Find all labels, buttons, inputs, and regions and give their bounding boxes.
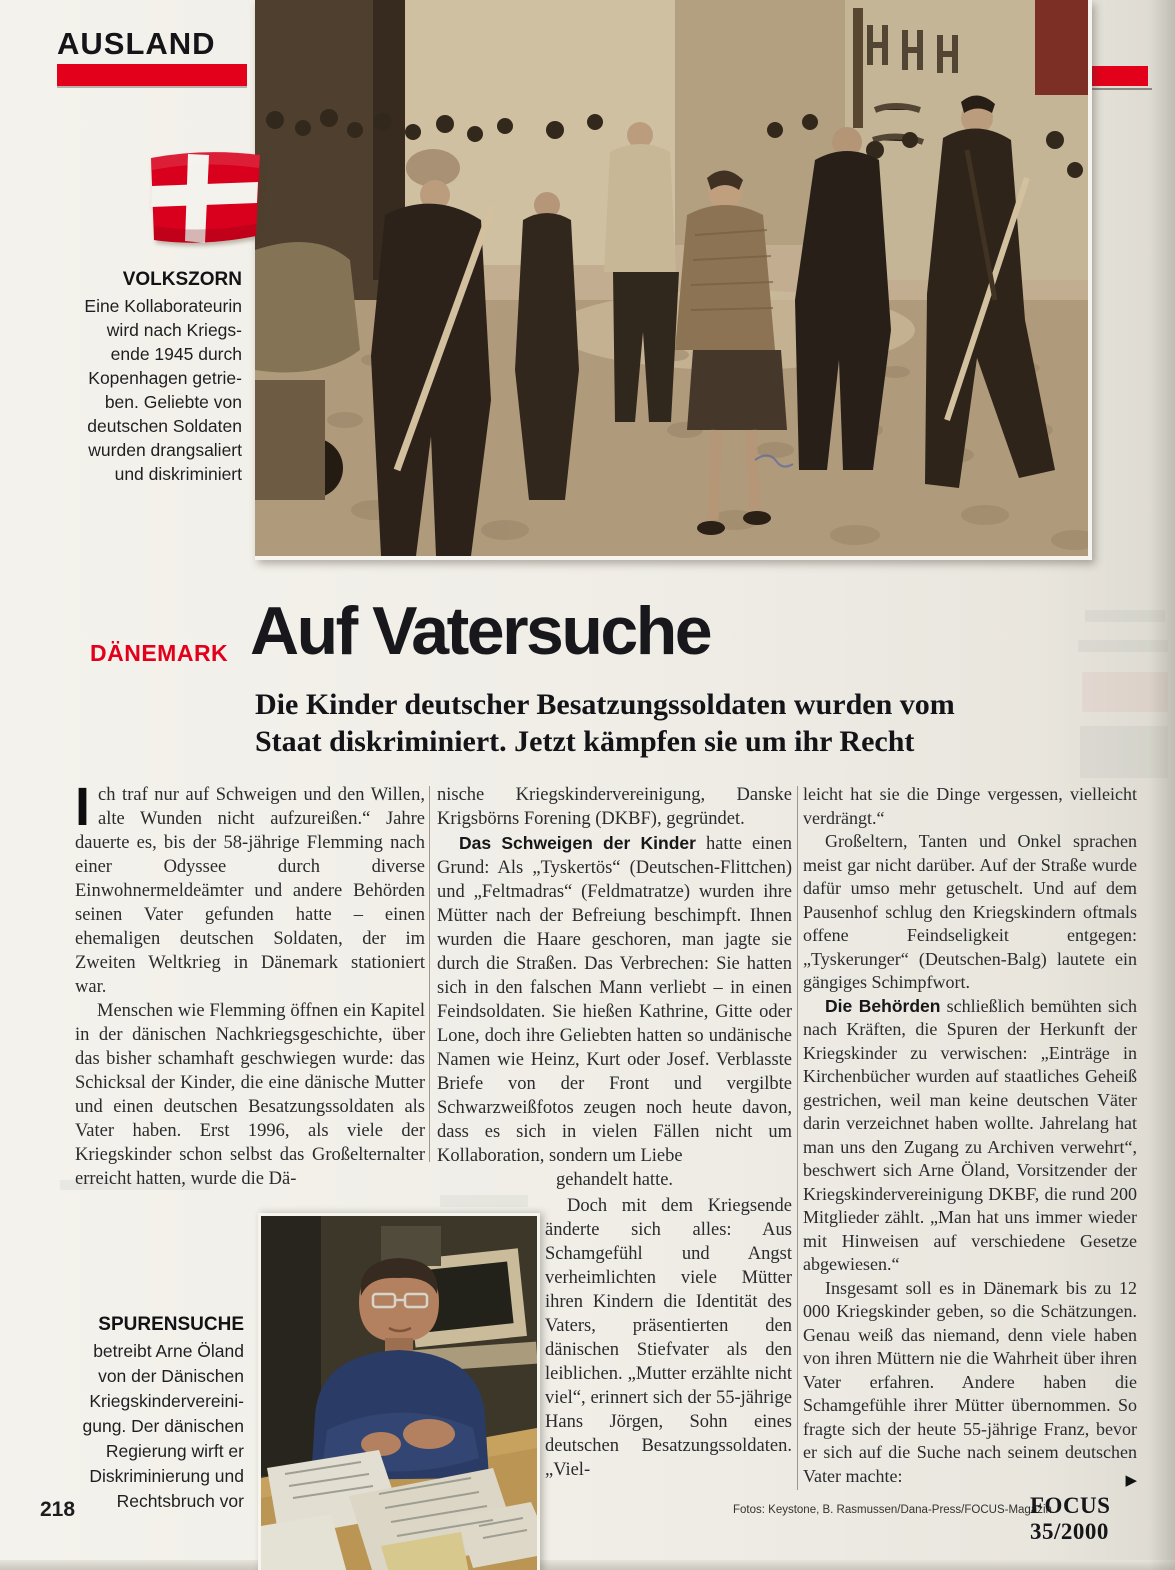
paragraph-text: hatte einen Grund: Als „Tyskertös“ (Deutschen-Flittchen) und „Feltmadras“ (Feldmatratze) wurden ihre Mütter nach der Befreiung beschimpft. Ihnen wurden die Haare geschoren, man jagte sie durch die Straßen. Das Verbrechen: Sie hatten sich in den falschen Mann verliebt – in einen Feindsoldaten. Sie hießen Kathrine, Gitte oder Lone, doch ihre Geliebten hatten so undänische Namen wie Heinz, Kurt oder Josef. Verblasste Briefe von der Front und vergilbte Schwarzweißfotos zeugen noch heute davon, dass es sich in vielen Fällen nicht um Kollaboration, sondern um Liebe <box>437 834 793 1166</box>
section-header: AUSLAND <box>57 26 216 61</box>
column-rule <box>797 786 798 1490</box>
paragraph: nische Kriegskindervereinigung, Danske Krigsbörns Forening (DKBF), gegründet. <box>437 785 792 829</box>
inline-lead: Die Behörden <box>825 995 941 1016</box>
hero-photo-caption <box>62 268 242 486</box>
paragraph: Doch mit dem Kriegsende änderte sich alles: Aus Schamgefühl und Angst verheimlichten viele Mütter ihren Kindern die Identität des Vaters, präsentierten den dänischen Stiefvater als den leiblichen. „Mutter erzählte nicht viel“, erinnert sich der 55-jährige Hans Jörgen, Sohn eines deutschen Besatzungssoldaten. „Viel- <box>545 1196 792 1480</box>
caption-line: Kriegskindervereini- <box>89 1391 244 1411</box>
caption-title: VOLKSZORN <box>122 269 242 290</box>
caption-line: Kopenhagen getrie- <box>88 368 242 388</box>
caption-line: deutschen Soldaten <box>87 416 242 436</box>
caption-title: SPURENSUCHE <box>98 1314 244 1335</box>
paragraph <box>803 995 1137 1277</box>
paragraph <box>437 831 792 1168</box>
caption-line: Diskriminierung und <box>89 1466 244 1486</box>
danish-flag-icon <box>144 146 266 250</box>
paragraph: leicht hat sie die Dinge vergessen, vielleicht verdrängt.“ <box>803 784 1137 828</box>
article-column-1 <box>75 777 425 1191</box>
hero-photo-illustration <box>255 0 1088 556</box>
portrait-photo-illustration <box>261 1216 537 1570</box>
article-column-3 <box>803 783 1137 1493</box>
caption-line: ben. Geliebte von <box>104 392 242 412</box>
paragraph: Großeltern, Tanten und Onkel sprachen meist gar nicht darüber. Auf der Straße wurde dafür umso mehr getuschelt. Und auf dem Pausenhof schlug den Kriegskindern oftmals offene Feindseligkeit entgegen: „Tyskerunger“ (Deutschen-Balg) lautete ein gängiges Schimpfwort. <box>803 831 1137 992</box>
hero-photo <box>255 0 1092 560</box>
photo-credits: Fotos: Keystone, B. Rasmussen/Dana-Press/FOCUS-Magazin <box>733 1504 1052 1516</box>
caption-line: ende 1945 durch <box>110 344 242 364</box>
paragraph: gehandelt hatte. <box>555 1170 674 1190</box>
paragraph <box>75 777 425 999</box>
section-red-bar <box>57 64 247 88</box>
subtitle-line: Die Kinder deutscher Besatzungssoldaten wurden vom <box>255 688 955 721</box>
page-bottom-edge <box>0 1560 1175 1570</box>
caption-line: Eine Kollaborateurin <box>84 296 242 316</box>
subtitle <box>255 686 1065 760</box>
paragraph <box>803 1277 1137 1489</box>
column-rule <box>429 786 430 1162</box>
paragraph: Menschen wie Flemming öffnen ein Kapitel in der dänischen Nachkriegsgeschichte, über das bisher schamhaft geschwiegen wurde: das Schicksal der Kinder, die eine dänische Mutter und einen deutschen Besatzungssoldaten als Vater haben. Erst 1996, als viele der Kriegskinder schon selbst das Großelternalter erreicht hatten, wurde die Dä- <box>75 1001 425 1189</box>
drop-cap: I <box>75 777 91 837</box>
caption-line: Regierung wirft er <box>105 1441 244 1461</box>
caption-line: wird nach Kriegs- <box>106 320 242 340</box>
portrait-photo-caption <box>60 1312 244 1514</box>
portrait-photo <box>258 1213 540 1570</box>
page-right-edge <box>1149 0 1175 1570</box>
inline-lead: Das Schweigen der Kinder <box>459 833 696 853</box>
page-title: Auf Vatersuche <box>250 593 711 669</box>
paragraph-text: ch traf nur auf Schweigen und den Willen, alte Wunden nicht aufzureißen.“ Jahre dauerte es, bis der 58-jährige Flemming nach einer Odyssee durch diverse Einwohnermeldeämter und andere Behörden seinen Vater gefunden hatte – einen ehemaligen deutschen Soldaten, der im Zweiten Weltkrieg in Dänemark stationiert war. <box>75 785 425 997</box>
narrow-column-block <box>545 1194 792 1482</box>
kicker: DÄNEMARK <box>90 640 229 666</box>
paragraph-text: Insgesamt soll es in Dänemark bis zu 12 000 Kriegskinder geben, so die Schätzungen. Genau weiß das niemand, denn viele haben von ihren Müttern nie die Wahrheit über ihren Vater erfahren. Andere haben die Schamgefühle ihrer Mütter übernommen. So fragte sich der heute 55-jährige Franz, bevor er sich auf die Suche nach seinem deutschen Vater machte: <box>803 1277 1137 1486</box>
subtitle-line: Staat diskriminiert. Jetzt kämpfen sie um ihr Recht <box>255 725 915 758</box>
caption-line: betreibt Arne Öland <box>93 1341 244 1361</box>
continuation-arrow-icon: ▶ <box>1125 1472 1137 1489</box>
paragraph-text: schließlich bemühten sich nach Kräften, die Spuren der Herkunft der Kriegskinder zu verwischen: „Einträge in Kirchenbücher wurden auf staatliches Geheiß gestrichen, weil man keine deutschen Väter darin verzeichnet haben wollte. Jahrelang hat man uns den Zugang zu Archiven verwehrt“, beschwert sich Arne Öland, Vorsitzender der Kriegskindervereinigung DKBF, die rund 200 Mitglieder zählt. „Man hat uns immer wieder mit Hinweisen auf verschiedene Gesetze abgewiesen.“ <box>803 995 1137 1274</box>
issue-label: FOCUS 35/2000 <box>1030 1493 1111 1544</box>
caption-line: von der Dänischen <box>98 1366 244 1386</box>
caption-line: wurden drangsaliert <box>88 440 242 460</box>
caption-line: gung. Der dänischen <box>82 1416 244 1436</box>
caption-line: und diskriminiert <box>114 464 242 484</box>
page-number: 218 <box>40 1498 76 1521</box>
caption-line: Rechtsbruch vor <box>116 1491 244 1511</box>
